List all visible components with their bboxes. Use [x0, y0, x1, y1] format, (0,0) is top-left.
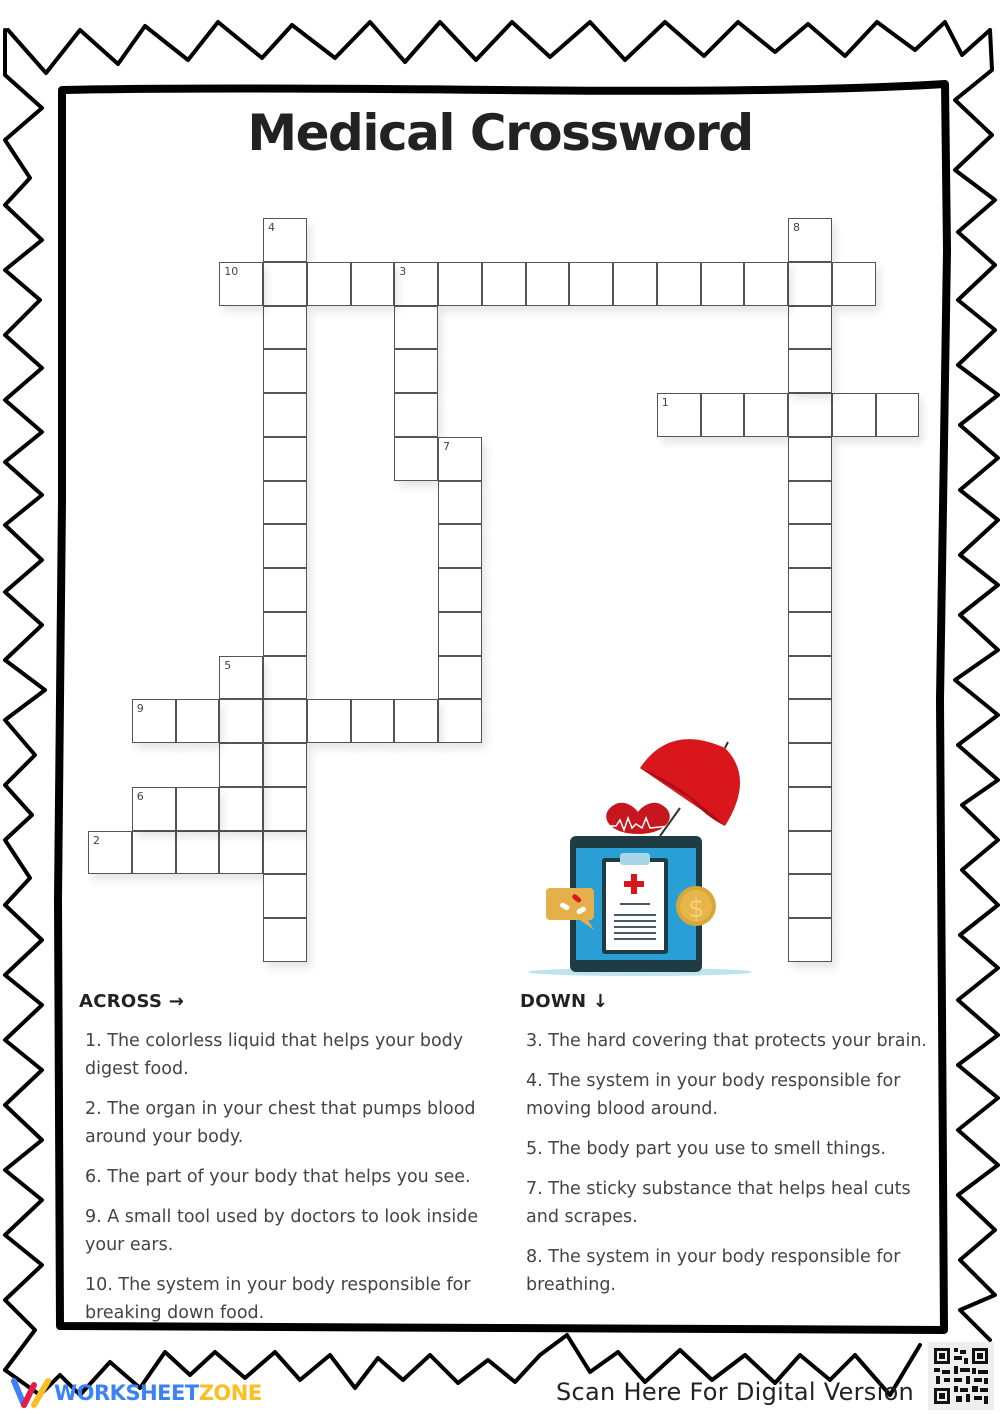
crossword-cell[interactable]: [263, 699, 307, 743]
crossword-cell[interactable]: [263, 262, 307, 306]
crossword-cell[interactable]: [394, 349, 438, 393]
crossword-cell[interactable]: [132, 787, 176, 831]
clue-across-9: 9. A small tool used by doctors to look inside your ears.: [85, 1207, 479, 1255]
crossword-cell[interactable]: [788, 918, 832, 962]
crossword-cell[interactable]: [788, 524, 832, 568]
crossword-cell[interactable]: [176, 699, 220, 743]
crossword-cell[interactable]: [263, 656, 307, 700]
clue-number: 3: [399, 264, 407, 278]
logo-text-worksheet: WORKSHEET: [54, 1381, 199, 1405]
clue-number: 4: [268, 221, 275, 234]
down-heading: DOWN ↓: [520, 991, 609, 1012]
logo-text-zone: ZONE: [198, 1381, 262, 1405]
crossword-cell[interactable]: [788, 831, 832, 875]
clue-across-10: 10. The system in your body responsible for breaking down food.: [85, 1275, 471, 1323]
crossword-cell[interactable]: [263, 918, 307, 962]
crossword-cell[interactable]: [438, 262, 482, 306]
crossword-cell[interactable]: [132, 831, 176, 875]
crossword-cell[interactable]: [788, 262, 832, 306]
crossword-cell[interactable]: [482, 262, 526, 306]
crossword-cell[interactable]: [263, 437, 307, 481]
crossword-cell[interactable]: [788, 218, 832, 262]
crossword-cell[interactable]: [788, 787, 832, 831]
clipboard-icon: [602, 853, 668, 954]
clue-down-8: 8. The system in your body responsible for breathing.: [526, 1247, 901, 1295]
crossword-cell[interactable]: [263, 481, 307, 525]
crossword-cell[interactable]: [438, 656, 482, 700]
clue-down-5: 5. The body part you use to smell things.: [526, 1139, 886, 1159]
crossword-cell[interactable]: [788, 699, 832, 743]
across-heading: ACROSS →: [79, 991, 185, 1012]
worksheetzone-logo[interactable]: [8, 1375, 262, 1411]
crossword-cell[interactable]: [788, 568, 832, 612]
crossword-cell[interactable]: [394, 699, 438, 743]
crossword-cell[interactable]: [219, 787, 263, 831]
crossword-cell[interactable]: [394, 306, 438, 350]
crossword-cell[interactable]: [219, 262, 263, 306]
crossword-cell[interactable]: [394, 393, 438, 437]
crossword-cell[interactable]: [438, 481, 482, 525]
crossword-cell[interactable]: [788, 743, 832, 787]
qr-code[interactable]: [928, 1342, 994, 1410]
crossword-cell[interactable]: [701, 262, 745, 306]
clue-number: 1: [661, 396, 669, 409]
crossword-cell[interactable]: [788, 306, 832, 350]
crossword-cell[interactable]: [88, 831, 132, 875]
crossword-cell[interactable]: [569, 262, 613, 306]
crossword-cell[interactable]: [394, 437, 438, 481]
crossword-cell[interactable]: [701, 393, 745, 437]
crossword-cell[interactable]: [307, 699, 351, 743]
clue-number: 5: [224, 658, 232, 672]
crossword-cell[interactable]: [438, 437, 482, 481]
crossword-cell[interactable]: [438, 612, 482, 656]
crossword-cell[interactable]: [263, 218, 307, 262]
crossword-cell[interactable]: [832, 262, 876, 306]
crossword-cell[interactable]: [788, 656, 832, 700]
coin-icon: [676, 886, 716, 926]
crossword-cell[interactable]: [438, 524, 482, 568]
down-clue-list: [526, 1027, 936, 1311]
crossword-cell[interactable]: [438, 699, 482, 743]
crossword-cell[interactable]: [788, 349, 832, 393]
crossword-cell[interactable]: [219, 831, 263, 875]
crossword-cell[interactable]: [657, 393, 701, 437]
crossword-cell[interactable]: [263, 393, 307, 437]
crossword-cell[interactable]: [263, 568, 307, 612]
clue-number: 8: [793, 221, 800, 234]
clue-number: 9: [136, 702, 144, 716]
crossword-cell[interactable]: [832, 393, 876, 437]
across-clue-list: [85, 1027, 495, 1339]
clue-across-6: 6. The part of your body that helps you see.: [85, 1167, 471, 1187]
crossword-cell[interactable]: [351, 262, 395, 306]
clue-number: 6: [136, 789, 144, 803]
crossword-cell[interactable]: [263, 306, 307, 350]
crossword-cell[interactable]: [788, 612, 832, 656]
clue-across-2: 2. The organ in your chest that pumps blood around your body.: [85, 1099, 476, 1147]
page-title: Medical Crossword: [247, 104, 753, 162]
crossword-cell[interactable]: [219, 656, 263, 700]
crossword-cell[interactable]: [219, 699, 263, 743]
crossword-cell[interactable]: [526, 262, 570, 306]
clue-down-4: 4. The system in your body responsible for moving blood around.: [526, 1071, 901, 1119]
crossword-cell[interactable]: [351, 699, 395, 743]
crossword-cell[interactable]: [876, 393, 920, 437]
crossword-cell[interactable]: [263, 831, 307, 875]
svg-text:$: $: [688, 894, 705, 924]
heart-icon: [606, 803, 670, 834]
crossword-cell[interactable]: [263, 524, 307, 568]
clue-number: 2: [93, 833, 100, 847]
crossword-cell[interactable]: [788, 481, 832, 525]
crossword-cell[interactable]: [176, 787, 220, 831]
medical-illustration: [520, 728, 760, 978]
crossword-cell[interactable]: [394, 262, 438, 306]
crossword-cell[interactable]: [263, 874, 307, 918]
crossword-cell[interactable]: [788, 437, 832, 481]
crossword-cell[interactable]: [788, 874, 832, 918]
crossword-cell[interactable]: [263, 612, 307, 656]
crossword-cell[interactable]: [263, 787, 307, 831]
crossword-cell[interactable]: [613, 262, 657, 306]
crossword-cell[interactable]: [744, 393, 788, 437]
crossword-cell[interactable]: [744, 262, 788, 306]
logo-mark-icon: [8, 1375, 54, 1411]
clue-down-3: 3. The hard covering that protects your brain.: [526, 1031, 927, 1051]
crossword-cell[interactable]: [219, 743, 263, 787]
crossword-cell[interactable]: [788, 393, 832, 437]
crossword-cell[interactable]: [438, 568, 482, 612]
crossword-cell[interactable]: [176, 831, 220, 875]
clue-number: 7: [443, 439, 450, 453]
crossword-cell[interactable]: [307, 262, 351, 306]
clue-across-1: 1. The colorless liquid that helps your body digest food.: [85, 1031, 464, 1079]
crossword-cell[interactable]: [263, 349, 307, 393]
clue-number: 10: [224, 264, 239, 278]
crossword-cell[interactable]: [657, 262, 701, 306]
crossword-cell[interactable]: [132, 699, 176, 743]
clue-down-7: 7. The sticky substance that helps heal cuts and scrapes.: [526, 1179, 911, 1227]
scan-instruction: Scan Here For Digital Version: [556, 1378, 915, 1406]
crossword-cell[interactable]: [263, 743, 307, 787]
